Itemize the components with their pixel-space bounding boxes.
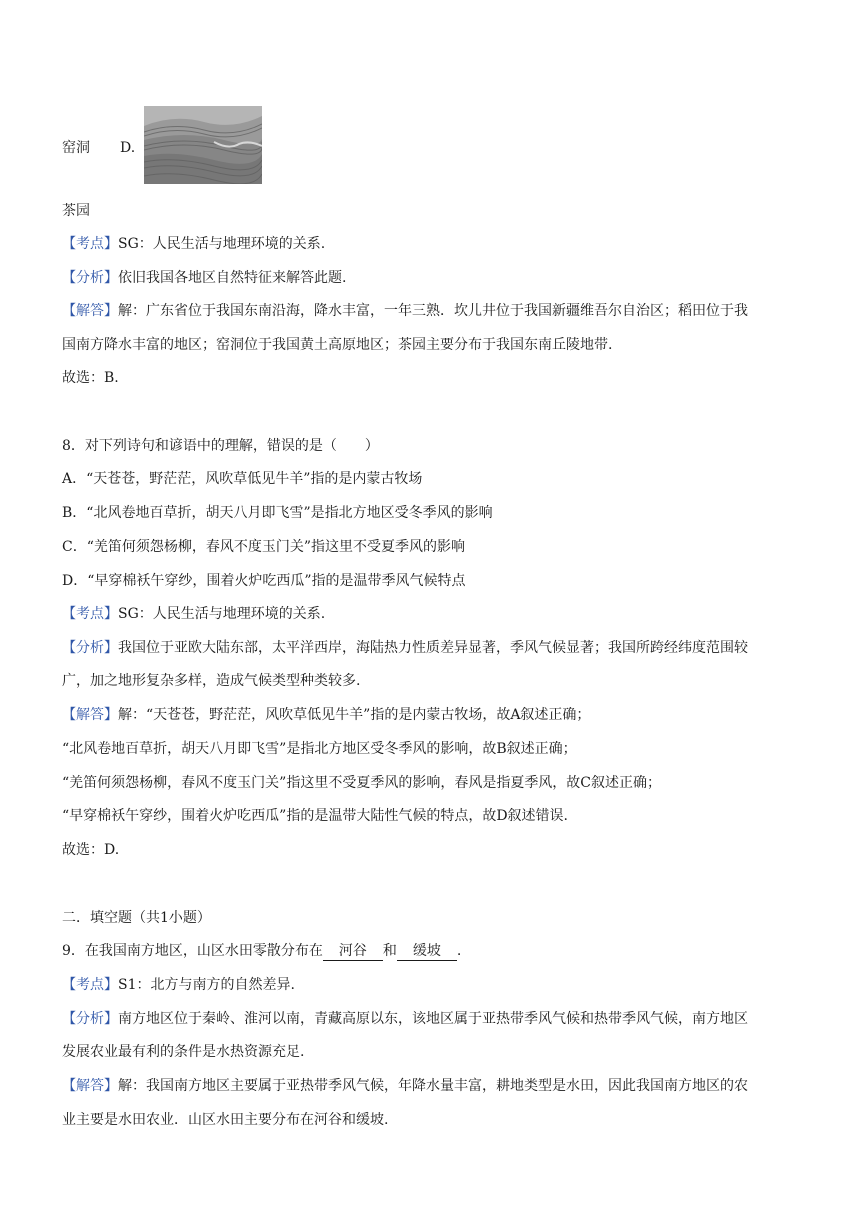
kaodian-text: SG：人民生活与地理环境的关系. [118, 606, 326, 622]
fenxi-text: 我国位于亚欧大陆东部，太平洋西岸，海陆热力性质差异显著，季风气候显著；我国所跨经纬度范围较 [118, 640, 748, 656]
q9-blank-1: 河谷 [323, 942, 383, 961]
q7-answer: 故选：B. [62, 370, 119, 386]
q8-stem: 8．对下列诗句和谚语中的理解，错误的是（ ） [62, 438, 379, 454]
kaodian-tag: 【考点】 [62, 977, 118, 993]
section-heading: 二．填空题（共1小题） [62, 910, 211, 926]
option-d-marker: D. [120, 140, 136, 156]
q8-answer: 故选：D. [62, 842, 120, 858]
q7-jieda-line2: 国南方降水丰富的地区；窑洞位于我国黄土高原地区；茶园主要分布于我国东南丘陵地带. [62, 337, 613, 353]
q9-stem-suffix: . [456, 943, 462, 959]
q8-jieda-line3: “羌笛何须怨杨柳，春风不度玉门关”指这里不受夏季风的影响，春风是指夏季风，故C叙述正确； [62, 775, 662, 791]
q8-option-c: C．“羌笛何须怨杨柳，春风不度玉门关”指这里不受夏季风的影响 [62, 539, 466, 555]
jieda-text: 解：“天苍苍，野茫茫，风吹草低见牛羊”指的是内蒙古牧场，故A叙述正确； [118, 707, 591, 723]
q9-fenxi-line2: 发展农业最有利的条件是水热资源充足. [62, 1044, 305, 1060]
q7-kaodian [62, 234, 325, 254]
q9-stem-prefix: 9．在我国南方地区，山区水田零散分布在 [62, 943, 323, 959]
kaodian-tag: 【考点】 [62, 606, 118, 622]
q8-jieda-line4: “早穿棉袄午穿纱，围着火炉吃西瓜”指的是温带大陆性气候的特点，故D叙述错误. [62, 808, 568, 824]
fenxi-tag: 【分析】 [62, 270, 118, 286]
q8-option-a: A．“天苍苍，野茫茫，风吹草低见牛羊”指的是内蒙古牧场 [62, 471, 423, 487]
q9-stem-middle: 和 [382, 943, 397, 959]
q7-fenxi [62, 268, 346, 288]
q8-kaodian [62, 604, 325, 624]
q7-jieda-line1 [62, 301, 748, 321]
q9-blank-2: 缓坡 [397, 942, 457, 961]
option-c-label: 窑洞 [62, 140, 90, 156]
jieda-tag: 【解答】 [62, 707, 118, 723]
kaodian-text: S1：北方与南方的自然差异. [118, 977, 295, 993]
kaodian-tag: 【考点】 [62, 236, 118, 252]
q8-fenxi-line2: 广，加之地形复杂多样，造成气候类型种类较多. [62, 673, 361, 689]
jieda-text: 解：广东省位于我国东南沿海，降水丰富，一年三熟．坎儿井位于我国新疆维吾尔自治区；稻田位于我 [118, 303, 748, 319]
q9-fenxi-line1 [62, 1009, 748, 1029]
jieda-text: 解：我国南方地区主要属于亚热带季风气候，年降水量丰富，耕地类型是水田，因此我国南方地区的农 [118, 1078, 748, 1094]
q8-jieda-line1 [62, 705, 590, 725]
q8-jieda-line2: “北风卷地百草折，胡天八月即飞雪”是指北方地区受冬季风的影响，故B叙述正确； [62, 741, 577, 757]
fenxi-text: 南方地区位于秦岭、淮河以南，青藏高原以东，该地区属于亚热带季风气候和热带季风气候，南方地区 [118, 1011, 748, 1027]
q9-stem [62, 941, 461, 961]
q9-kaodian [62, 975, 295, 995]
kaodian-text: SG：人民生活与地理环境的关系. [118, 236, 326, 252]
fenxi-tag: 【分析】 [62, 1011, 118, 1027]
jieda-tag: 【解答】 [62, 303, 118, 319]
tea-garden-photo [144, 106, 262, 184]
q8-fenxi-line1 [62, 638, 748, 658]
option-d-label: 茶园 [62, 203, 90, 219]
q8-option-b: B．“北风卷地百草折，胡天八月即飞雪”是指北方地区受冬季风的影响 [62, 505, 493, 521]
fenxi-text: 依旧我国各地区自然特征来解答此题. [118, 270, 347, 286]
q9-jieda-line2: 业主要是水田农业．山区水田主要分布在河谷和缓坡. [62, 1112, 389, 1128]
fenxi-tag: 【分析】 [62, 640, 118, 656]
jieda-tag: 【解答】 [62, 1078, 118, 1094]
q9-jieda-line1 [62, 1076, 748, 1096]
q8-option-d: D．“早穿棉袄午穿纱，围着火炉吃西瓜”指的是温带季风气候特点 [62, 573, 466, 589]
